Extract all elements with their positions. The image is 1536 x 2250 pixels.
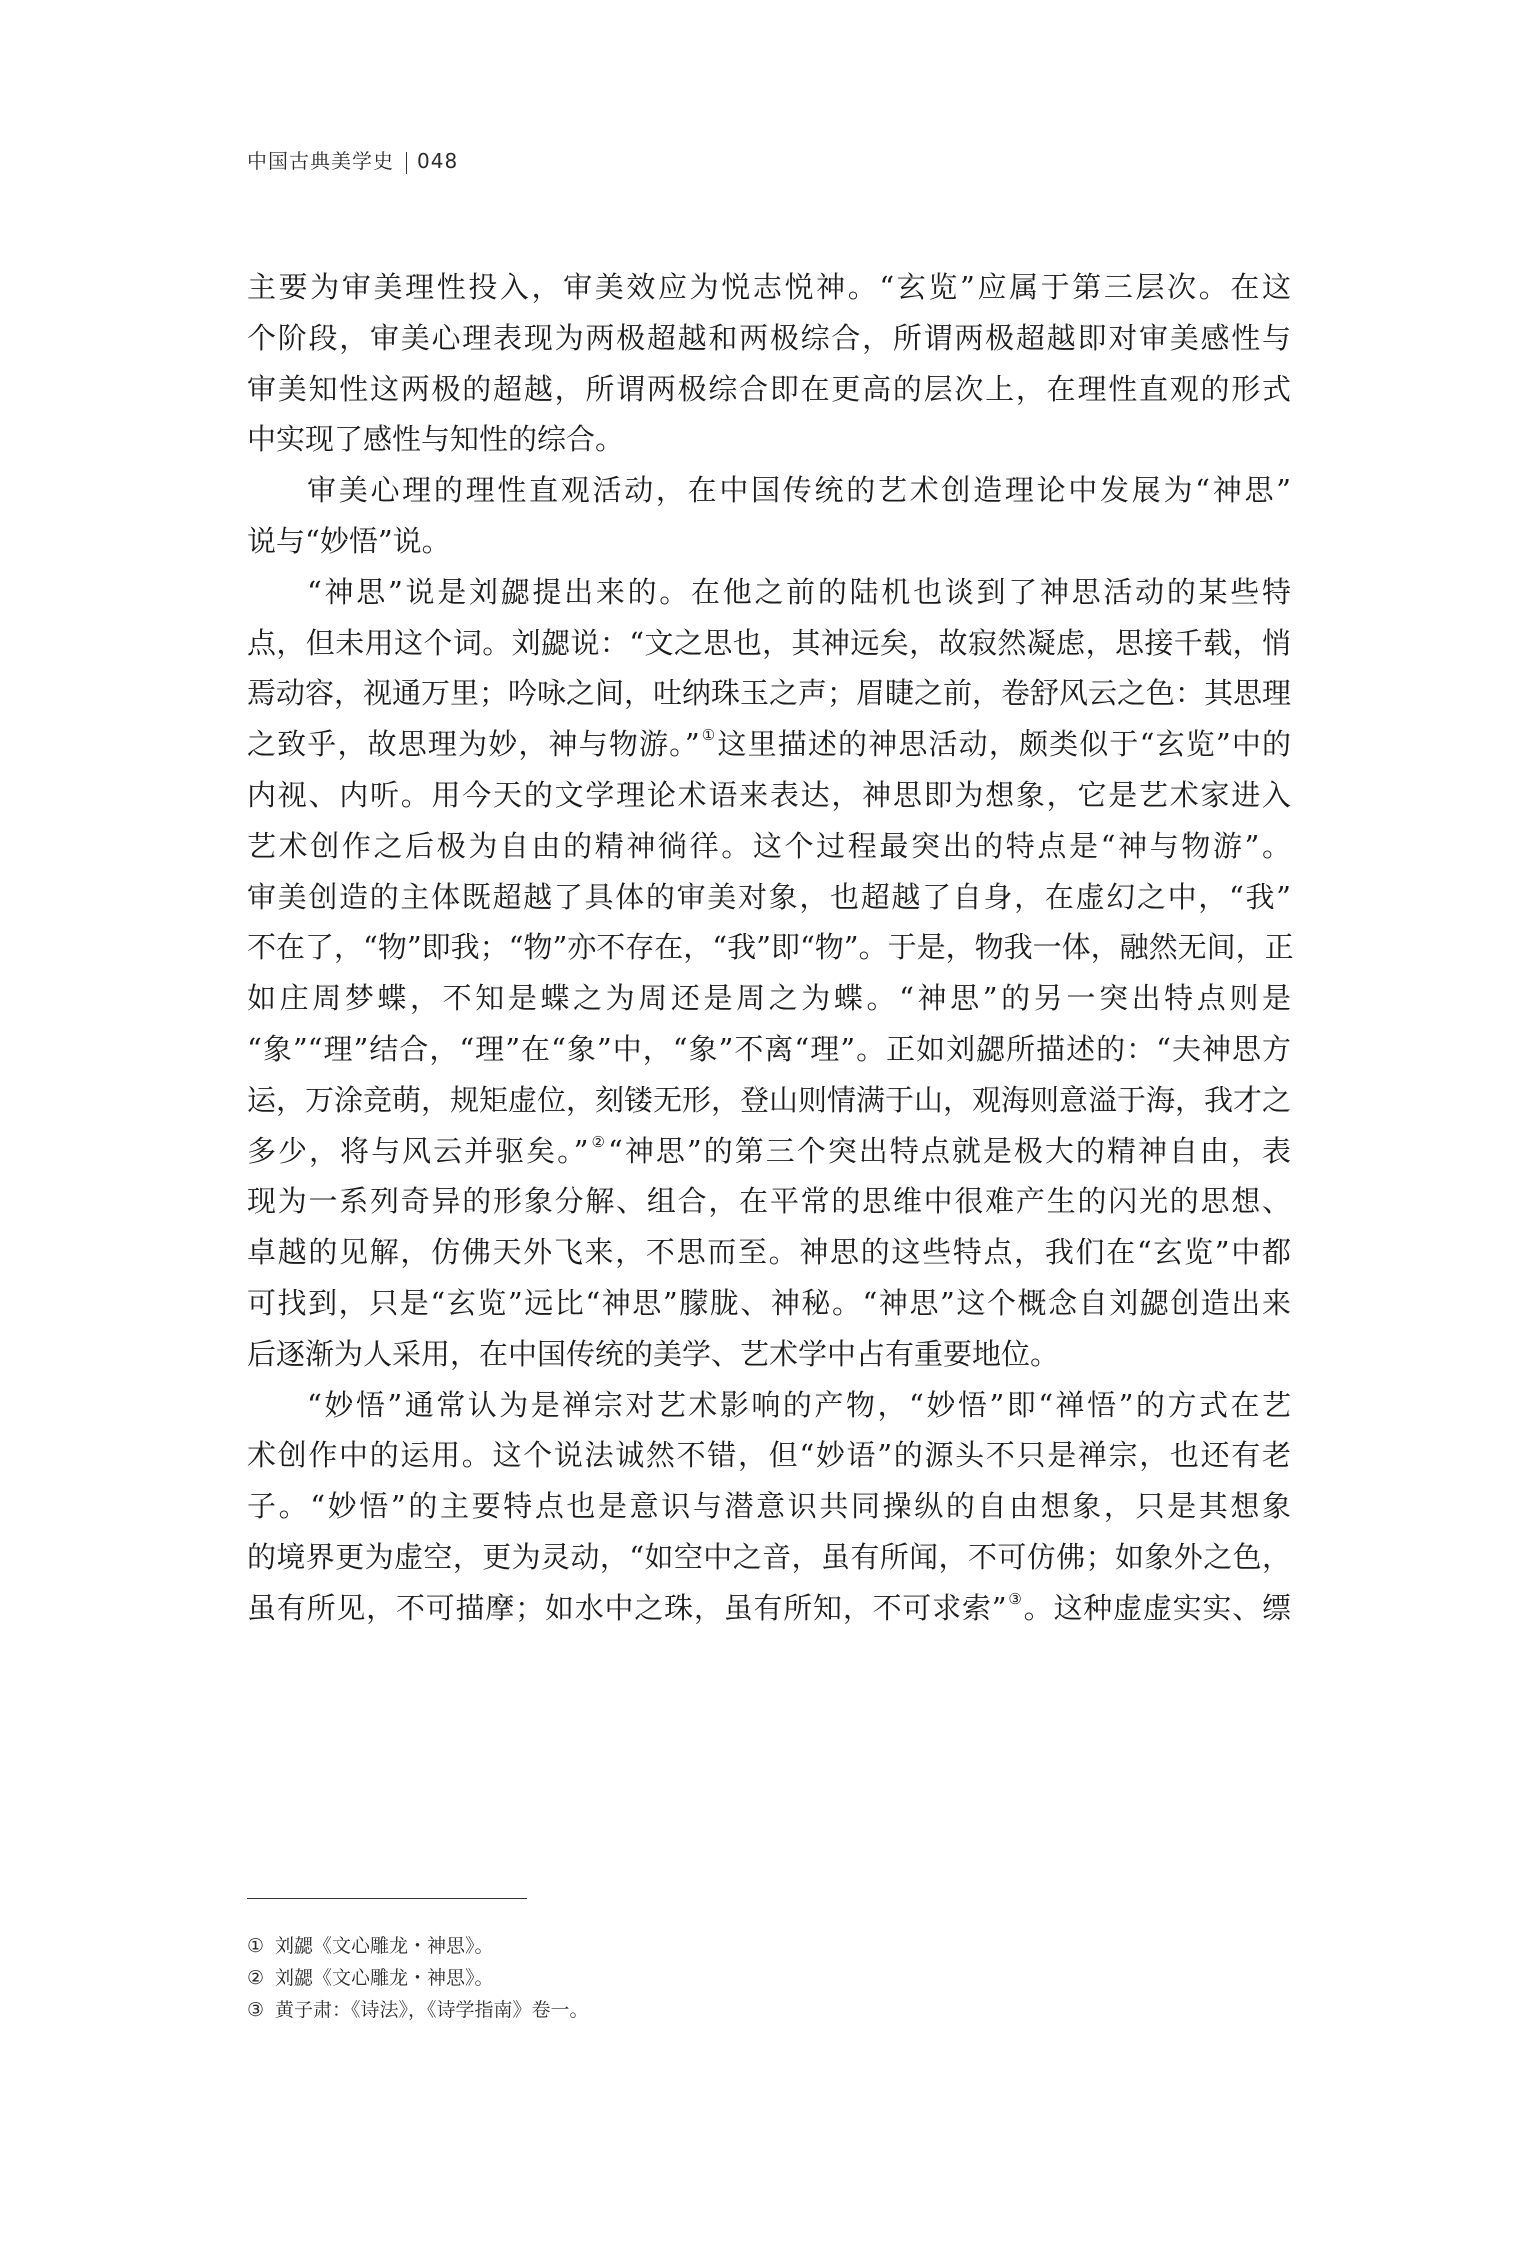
text-line — [247, 414, 1291, 465]
footnote-text: 刘勰《文心雕龙・神思》。 — [275, 1935, 494, 1957]
text-line — [247, 618, 1291, 669]
text-segment: “神思”说是刘勰提出来的。在他之前的陆机也谈到了神思活动的某些特 — [307, 574, 1291, 609]
text-line — [247, 1329, 1291, 1380]
text-segment: 。这种虚虚实实、缥 — [1023, 1590, 1291, 1625]
text-line — [247, 668, 1291, 719]
text-line — [247, 1126, 1291, 1177]
text-line — [247, 313, 1291, 364]
text-line — [247, 770, 1291, 821]
text-segment: 艺术创作之后极为自由的精神徜徉。这个过程最突出的特点是“神与物游”。 — [247, 828, 1291, 863]
text-segment: 主要为审美理性投入，审美效应为悦志悦神。“玄览”应属于第三层次。在这 — [247, 270, 1291, 304]
text-segment: 内视、内听。用今天的文学理论术语来表达，神思即为想象，它是艺术家进入 — [247, 777, 1291, 812]
text-line — [247, 973, 1291, 1024]
page-number: 048 — [417, 149, 459, 173]
text-line — [247, 1481, 1291, 1532]
text-line — [247, 1380, 1291, 1431]
text-line — [247, 262, 1291, 313]
text-line — [247, 567, 1291, 618]
body-text — [247, 262, 1294, 1634]
text-line — [247, 1024, 1291, 1075]
text-segment: 不在了，“物”即我；“物”亦不存在，“我”即“物”。于是，物我一体，融然无间，正 — [247, 930, 1294, 965]
footnote-reference[interactable]: ③ — [1007, 1589, 1023, 1608]
text-line — [247, 465, 1291, 516]
text-segment: 现为一系列奇异的形象分解、组合，在平常的思维中很难产生的闪光的思想、 — [247, 1184, 1291, 1219]
text-line — [247, 872, 1291, 923]
footnote — [247, 1930, 1291, 1962]
text-segment: 后逐渐为人采用，在中国传统的美学、艺术学中占有重要地位。 — [247, 1336, 1060, 1371]
footnote-text: 刘勰《文心雕龙・神思》。 — [275, 1967, 494, 1989]
footnote-reference[interactable]: ① — [700, 726, 717, 745]
text-line — [247, 719, 1291, 770]
header-separator — [406, 152, 407, 174]
text-segment: “神思”的第三个突出特点就是极大的精神自由，表 — [608, 1133, 1292, 1168]
text-line — [247, 1278, 1291, 1329]
footnote — [247, 1962, 1291, 1994]
text-segment: 说与“妙悟”说。 — [247, 523, 451, 558]
text-segment: 虽有所见，不可描摩；如水中之珠，虽有所知，不可求索” — [247, 1590, 1007, 1625]
text-segment: “象”“理”结合，“理”在“象”中，“象”不离“理”。正如刘勰所描述的：“夫神思方 — [247, 1031, 1291, 1066]
footnote — [247, 1994, 1291, 2026]
text-segment: 可找到，只是“玄览”远比“神思”朦胧、神秘。“神思”这个概念自刘勰创造出来 — [247, 1285, 1291, 1320]
text-segment: 这里描述的神思活动，颇类似于“玄览”中的 — [717, 727, 1292, 762]
text-segment: 个阶段，审美心理表现为两极超越和两极综合，所谓两极超越即对审美感性与 — [247, 320, 1291, 355]
text-segment: 审美知性这两极的超越，所谓两极综合即在更高的层次上，在理性直观的形式 — [247, 371, 1291, 406]
text-line — [247, 1532, 1291, 1583]
text-segment: 焉动容，视通万里；吟咏之间，吐纳珠玉之声；眉睫之前，卷舒风云之色：其思理 — [247, 676, 1292, 711]
text-segment: 运，万涂竞萌，规矩虚位，刻镂无形，登山则情满于山，观海则意溢于海，我才之 — [247, 1082, 1292, 1117]
footnote-mark: ① — [247, 1935, 265, 1957]
text-segment: 卓越的见解，仿佛天外飞来，不思而至。神思的这些特点，我们在“玄览”中都 — [247, 1235, 1291, 1270]
text-segment: 之致乎，故思理为妙，神与物游。” — [247, 727, 700, 762]
text-segment: 多少，将与风云并驱矣。” — [247, 1133, 589, 1168]
text-line — [247, 1176, 1291, 1227]
footnote-text: 黄子肃：《诗法》，《诗学指南》卷一。 — [275, 1999, 589, 2021]
text-line — [247, 1075, 1291, 1126]
footnote-mark: ② — [247, 1967, 265, 1989]
running-head — [247, 145, 458, 174]
text-line — [247, 1583, 1291, 1634]
text-segment: 中实现了感性与知性的综合。 — [247, 422, 625, 457]
text-line — [247, 516, 1291, 567]
footnote-reference[interactable]: ② — [589, 1132, 607, 1151]
text-line — [247, 1430, 1291, 1481]
text-line — [247, 821, 1291, 872]
footnotes — [247, 1930, 1291, 2026]
text-segment: 术创作中的运用。这个说法诚然不错，但“妙语”的源头不只是禅宗，也还有老 — [247, 1438, 1291, 1473]
text-segment: 审美创造的主体既超越了具体的审美对象，也超越了自身，在虚幻之中，“我” — [247, 879, 1291, 914]
text-segment: 点，但未用这个词。刘勰说：“文之思也，其神远矣，故寂然凝虑，思接千载，悄 — [247, 625, 1291, 660]
text-segment: 子。“妙悟”的主要特点也是意识与潜意识共同操纵的自由想象，只是其想象 — [247, 1489, 1291, 1524]
text-line — [247, 922, 1294, 973]
text-segment: 审美心理的理性直观活动，在中国传统的艺术创造理论中发展为“神思” — [307, 473, 1291, 508]
book-title: 中国古典美学史 — [247, 149, 394, 173]
text-segment: 如庄周梦蝶，不知是蝶之为周还是周之为蝶。“神思”的另一突出特点则是 — [247, 981, 1291, 1016]
footnote-mark: ③ — [247, 1999, 265, 2021]
text-segment: “妙悟”通常认为是禅宗对艺术影响的产物，“妙悟”即“禅悟”的方式在艺 — [307, 1387, 1291, 1422]
text-line — [247, 1227, 1291, 1278]
text-line — [247, 364, 1291, 415]
footnote-rule — [247, 1898, 527, 1899]
text-segment: 的境界更为虚空，更为灵动，“如空中之音，虽有所闻，不可仿佛；如象外之色， — [247, 1539, 1291, 1574]
